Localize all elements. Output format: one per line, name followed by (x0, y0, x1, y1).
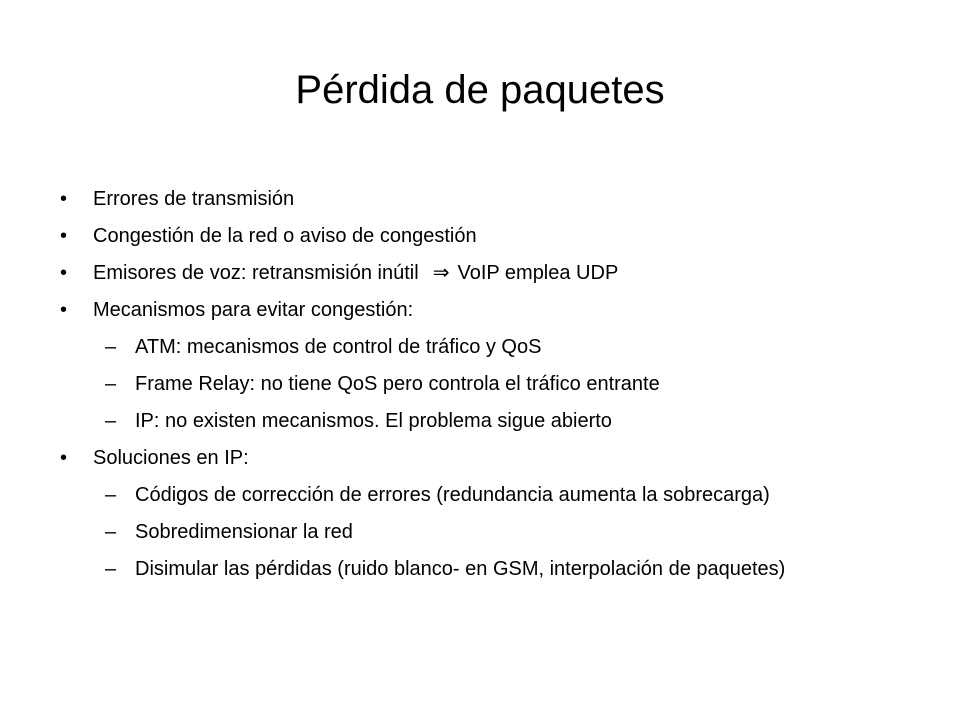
bullet-item (60, 445, 920, 471)
sub-bullet-item (60, 519, 920, 545)
sub-bullet-item (60, 371, 920, 397)
dash-marker: – (105, 521, 117, 543)
bullet-text: Soluciones en IP: (93, 447, 249, 469)
bullet-text: Congestión de la red o aviso de congestión (93, 225, 477, 247)
sub-bullet-text: Disimular las pérdidas (ruido blanco- en GSM, interpolación de paquetes) (135, 558, 786, 580)
bullet-list (60, 186, 920, 593)
slide-title: Pérdida de paquetes (295, 68, 665, 112)
sub-bullet-item (60, 482, 920, 508)
sub-bullet-text: Frame Relay: no tiene QoS pero controla el tráfico entrante (135, 373, 660, 395)
dash-marker: – (105, 410, 117, 432)
bullet-marker: • (60, 225, 68, 247)
bullet-marker: • (60, 262, 68, 284)
sub-bullet-text: IP: no existen mecanismos. El problema sigue abierto (135, 410, 612, 432)
sub-bullet-text: ATM: mecanismos de control de tráfico y QoS (135, 336, 542, 358)
dash-marker: – (105, 373, 117, 395)
bullet-text: VoIP emplea UDP (457, 262, 619, 284)
bullet-text: Mecanismos para evitar congestión: (93, 299, 414, 321)
sub-bullet-item (60, 556, 920, 582)
sub-bullet-item (60, 334, 920, 360)
sub-bullet-text: Sobredimensionar la red (135, 521, 353, 543)
bullet-item (60, 223, 920, 249)
bullet-text: Emisores de voz: retransmisión inútil (93, 262, 419, 284)
bullet-text: Errores de transmisión (93, 188, 295, 210)
dash-marker: – (105, 484, 117, 506)
bullet-marker: • (60, 188, 68, 210)
bullet-marker: • (60, 299, 68, 321)
bullet-item (60, 260, 920, 286)
sub-bullet-text: Códigos de corrección de errores (redundancia aumenta la sobrecarga) (135, 484, 770, 506)
implies-arrow-icon: ⇒ (432, 262, 450, 284)
sub-bullet-item (60, 408, 920, 434)
bullet-item (60, 186, 920, 212)
bullet-marker: • (60, 447, 68, 469)
bullet-item (60, 297, 920, 323)
dash-marker: – (105, 336, 117, 358)
dash-marker: – (105, 558, 117, 580)
